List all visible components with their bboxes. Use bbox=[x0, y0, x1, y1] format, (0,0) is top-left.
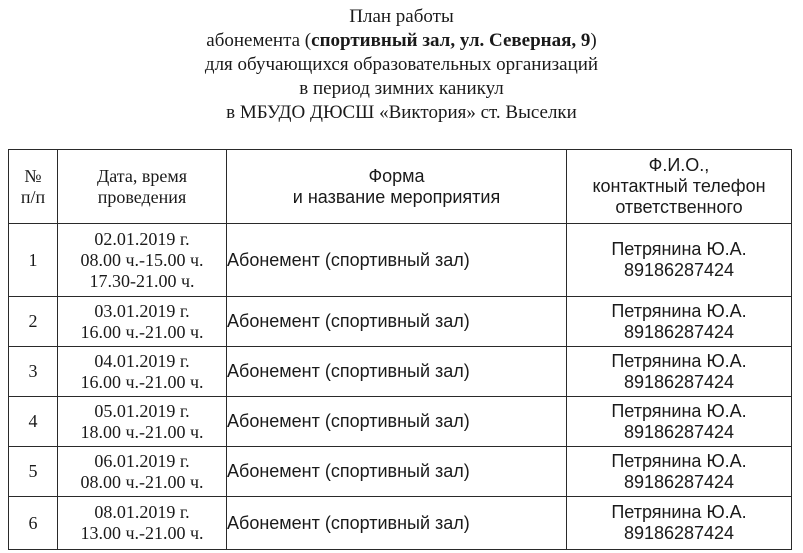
row-form: Абонемент (спортивный зал) bbox=[227, 497, 567, 550]
row-date-time: 16.00 ч.-21.00 ч. bbox=[80, 371, 204, 392]
row-responsible bbox=[567, 397, 792, 447]
row-resp-name: Петрянина Ю.А. bbox=[611, 300, 747, 321]
row-date-day: 03.01.2019 г. bbox=[94, 300, 190, 321]
header-form-line2: и название мероприятия bbox=[292, 186, 501, 207]
venue-prefix: абонемента ( bbox=[206, 30, 312, 51]
row-responsible bbox=[567, 497, 792, 550]
schedule-table bbox=[8, 149, 792, 550]
row-responsible bbox=[567, 347, 792, 397]
row-form: Абонемент (спортивный зал) bbox=[227, 397, 567, 447]
header-responsible bbox=[567, 150, 792, 224]
row-number: 5 bbox=[9, 447, 58, 497]
header-resp-line2: контактный телефон bbox=[592, 176, 766, 196]
doc-subtitle-audience: для обучающихся образовательных организаций bbox=[204, 54, 599, 75]
row-date-time: 13.00 ч.-21.00 ч. bbox=[80, 523, 204, 543]
row-date-time2: 17.30-21.00 ч. bbox=[89, 270, 195, 291]
row-resp-name: Петрянина Ю.А. bbox=[611, 350, 747, 371]
row-date-time: 08.00 ч.-21.00 ч. bbox=[80, 471, 204, 492]
doc-subtitle-venue bbox=[0, 30, 803, 52]
header-num-line1: № bbox=[24, 165, 42, 186]
row-resp-name: Петрянина Ю.А. bbox=[611, 239, 747, 259]
doc-subtitle-org: в МБУДО ДЮСШ «Виктория» ст. Выселки bbox=[226, 102, 577, 123]
header-num-line2: п/п bbox=[20, 186, 46, 207]
table-header-row bbox=[9, 150, 792, 224]
header-date-line1: Дата, время bbox=[96, 165, 188, 186]
row-number: 1 bbox=[9, 224, 58, 297]
row-number: 4 bbox=[9, 397, 58, 447]
row-date-day: 04.01.2019 г. bbox=[94, 350, 190, 371]
row-date bbox=[58, 497, 227, 550]
row-date-day: 06.01.2019 г. bbox=[94, 450, 190, 471]
row-resp-phone: 89186287424 bbox=[623, 260, 735, 280]
row-form: Абонемент (спортивный зал) bbox=[227, 297, 567, 347]
row-date bbox=[58, 297, 227, 347]
row-date-time: 16.00 ч.-21.00 ч. bbox=[80, 321, 204, 342]
row-form: Абонемент (спортивный зал) bbox=[227, 347, 567, 397]
row-date-day: 02.01.2019 г. bbox=[94, 228, 190, 249]
table-row bbox=[9, 347, 792, 397]
row-resp-name: Петрянина Ю.А. bbox=[611, 400, 747, 421]
row-resp-phone: 89186287424 bbox=[623, 471, 735, 492]
row-responsible bbox=[567, 224, 792, 297]
row-date bbox=[58, 347, 227, 397]
row-resp-name: Петрянина Ю.А. bbox=[611, 450, 747, 471]
row-form: Абонемент (спортивный зал) bbox=[227, 447, 567, 497]
table-row bbox=[9, 497, 792, 550]
row-resp-phone: 89186287424 bbox=[623, 523, 735, 543]
row-form: Абонемент (спортивный зал) bbox=[227, 224, 567, 297]
row-date-time: 18.00 ч.-21.00 ч. bbox=[80, 421, 204, 442]
row-date bbox=[58, 224, 227, 297]
table-row bbox=[9, 397, 792, 447]
header-form bbox=[227, 150, 567, 224]
row-date-day: 05.01.2019 г. bbox=[94, 400, 190, 421]
row-resp-phone: 89186287424 bbox=[623, 321, 735, 342]
row-date-time: 08.00 ч.-15.00 ч. bbox=[80, 249, 204, 270]
header-date bbox=[58, 150, 227, 224]
table-row bbox=[9, 224, 792, 297]
header-resp-line3: ответственного bbox=[615, 197, 743, 217]
header-resp-line1: Ф.И.О., bbox=[648, 155, 710, 175]
header-num bbox=[9, 150, 58, 224]
row-resp-name: Петрянина Ю.А. bbox=[611, 502, 747, 522]
table-row bbox=[9, 447, 792, 497]
row-responsible bbox=[567, 447, 792, 497]
row-date-day: 08.01.2019 г. bbox=[94, 502, 190, 522]
row-responsible bbox=[567, 297, 792, 347]
row-number: 3 bbox=[9, 347, 58, 397]
row-resp-phone: 89186287424 bbox=[623, 421, 735, 442]
venue-suffix: ) bbox=[590, 30, 597, 51]
row-number: 2 bbox=[9, 297, 58, 347]
header-date-line2: проведения bbox=[97, 186, 187, 207]
doc-title: План работы bbox=[349, 6, 454, 27]
venue-bold: спортивный зал, ул. Северная, 9 bbox=[311, 30, 591, 51]
row-number: 6 bbox=[9, 497, 58, 550]
doc-subtitle-period: в период зимних каникул bbox=[299, 78, 504, 99]
row-date bbox=[58, 397, 227, 447]
row-date bbox=[58, 447, 227, 497]
row-resp-phone: 89186287424 bbox=[623, 371, 735, 392]
header-form-line1: Форма bbox=[368, 165, 425, 186]
table-row bbox=[9, 297, 792, 347]
